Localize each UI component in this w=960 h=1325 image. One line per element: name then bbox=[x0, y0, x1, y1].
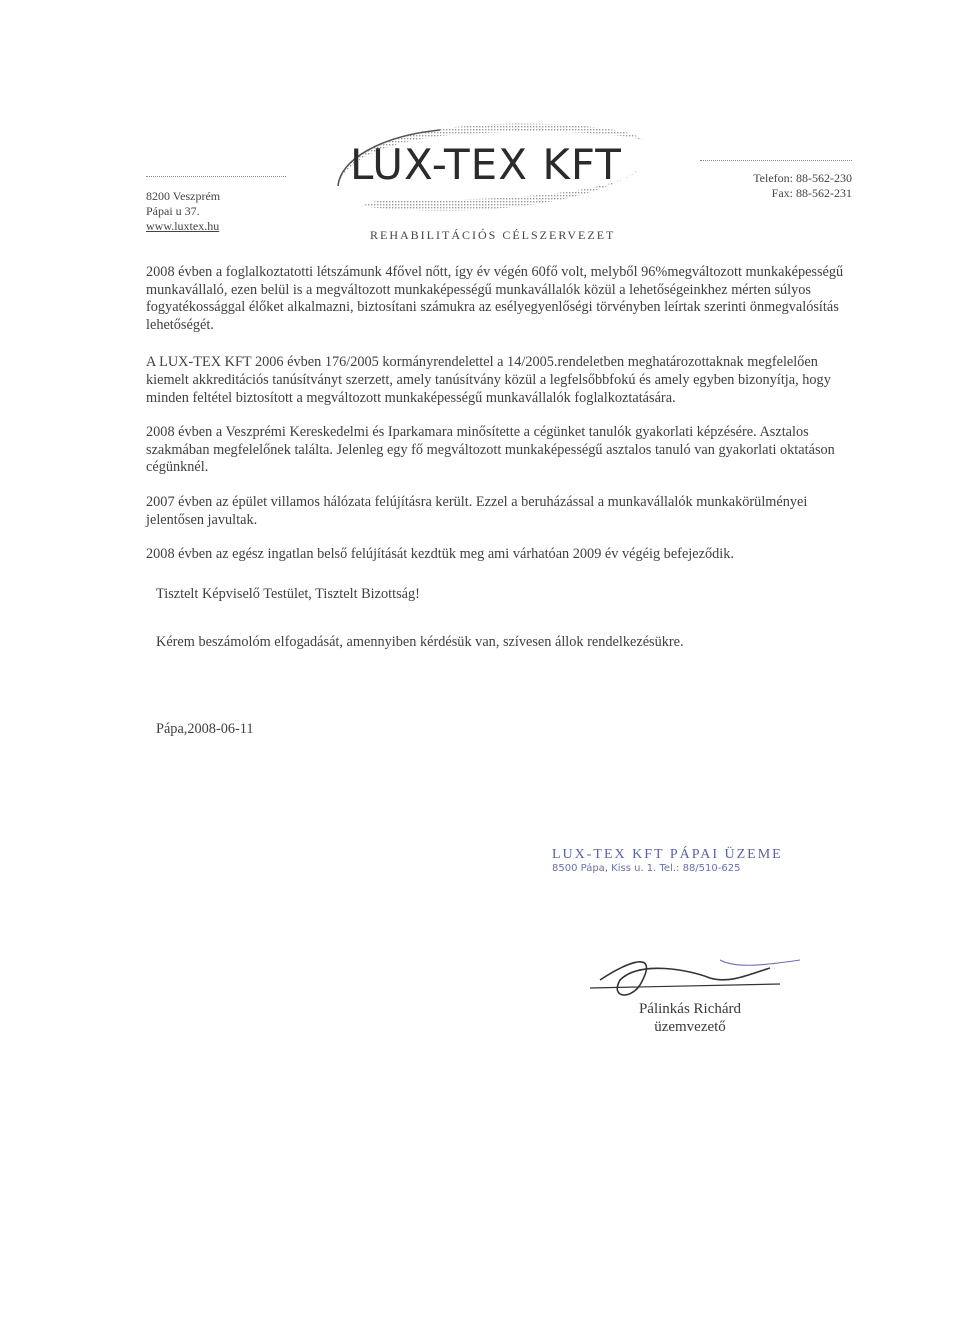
signatory bbox=[620, 1000, 760, 1036]
website-link[interactable]: www.luxtex.hu bbox=[146, 219, 220, 233]
address-city: 8200 Veszprém bbox=[146, 189, 221, 203]
paragraph-headcount: 2008 évben a foglalkoztatotti létszámunk 4fővel nőtt, így év végén 60fő volt, melyből 96%megváltozott munkaképességű munkavállaló, ezen belül is a megváltozott munkaképességű munkavállalók közül a lehetőségeinkhez mérten súlyos fogyatékossággal élőket alkalmazni, biztosítani számukra az esélyegyenlőségi törvényben leírtak szerinti önmegvalósítás lehetőségét. bbox=[146, 264, 844, 333]
signatory-role: üzemvezető bbox=[654, 1019, 726, 1035]
divider bbox=[146, 176, 286, 177]
letter-date: Pápa,2008-06-11 bbox=[156, 720, 254, 737]
paragraph-renovation: 2008 évben az egész ingatlan belső felújítását kezdtük meg ami várhatóan 2009 év végéig befejeződik. bbox=[146, 546, 734, 563]
letter-body bbox=[146, 264, 846, 739]
paragraph-electrical: 2007 évben az épület villamos hálózata felújításra került. Ezzel a beruházással a munkavállalók munkakörülményei jelentősen javultak. bbox=[146, 493, 808, 528]
company-logo bbox=[320, 120, 650, 216]
paragraph-training: 2008 évben a Veszprémi Kereskedelmi és Iparkamara minősítette a cégünket tanulók gyakorlati képzésére. Asztalos szakmában megfelelőnek találta. Jelenleg egy fő megváltozott munkaképességű asztalos tanuló van gyakorlati oktatáson cégünknél. bbox=[146, 424, 835, 476]
fax-number: Fax: 88-562-231 bbox=[771, 186, 852, 200]
divider bbox=[700, 160, 852, 161]
phone-number: Telefon: 88-562-230 bbox=[753, 171, 852, 185]
paragraph-accreditation: A LUX-TEX KFT 2006 évben 176/2005 kormányrendelettel a 14/2005.rendeletben meghatározottaknak megfelelően kiemelt akkreditációs tanúsítványt szerzett, amely tanúsítvány közül a legfelsőbbfokú és amely egyben bizonyítja, hogy minden feltétel biztosított a megváltozott munkaképességű munkavállalók foglalkoztatására. bbox=[146, 354, 831, 406]
address-street: Pápai u 37. bbox=[146, 204, 200, 218]
closing-request: Kérem beszámolóm elfogadását, amennyiben kérdésük van, szívesen állok rendelkezésükre. bbox=[156, 634, 684, 651]
company-subtitle: REHABILITÁCIÓS CÉLSZERVEZET bbox=[370, 228, 616, 242]
stamp-address: 8500 Pápa, Kiss u. 1. Tel.: 88/510-625 bbox=[552, 863, 741, 874]
greeting: Tisztelt Képviselő Testület, Tisztelt Bizottság! bbox=[156, 585, 420, 602]
stamp-title: LUX-TEX KFT PÁPAI ÜZEME bbox=[552, 847, 783, 862]
signatory-name: Pálinkás Richárd bbox=[638, 1001, 742, 1017]
logo-wordmark: LUX-TEX KFT bbox=[350, 140, 622, 189]
letterhead-address bbox=[146, 176, 286, 234]
letterhead-contact bbox=[700, 160, 852, 201]
company-stamp bbox=[552, 848, 832, 876]
